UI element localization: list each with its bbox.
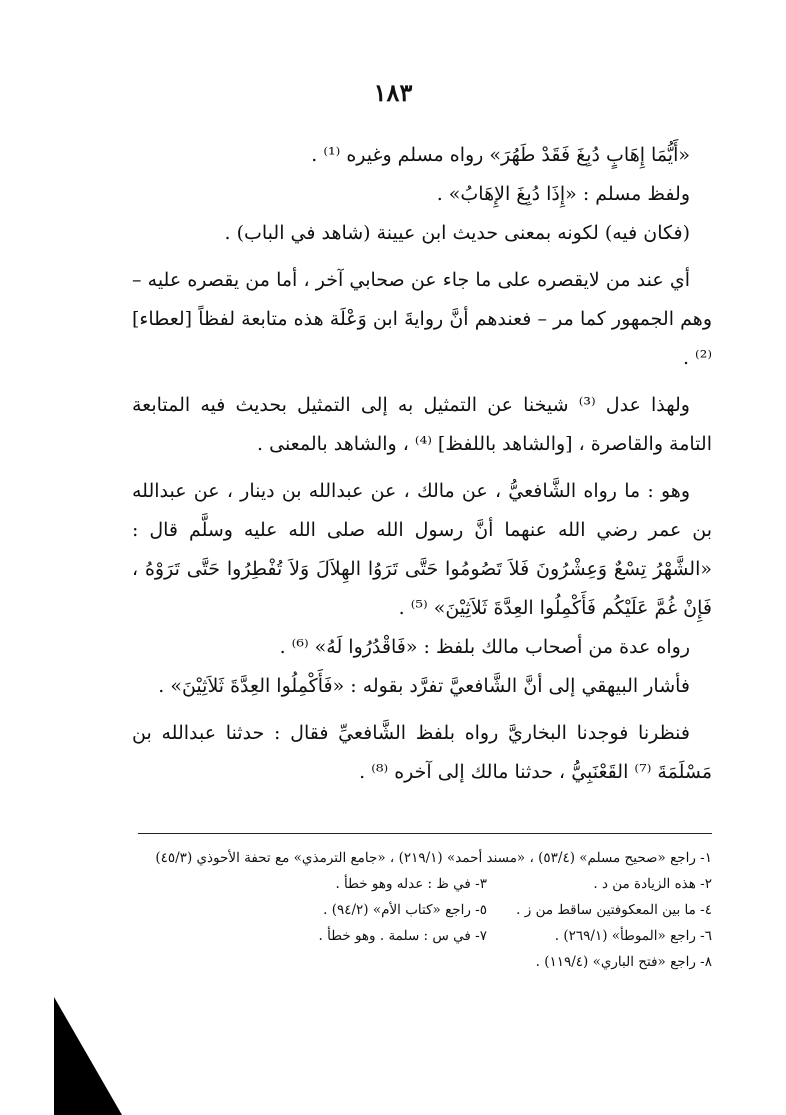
paragraph-shafii-hadith: وهو : ما رواه الشَّافعيُّ ، عن مالك ، عن عبدالله بن دينار ، عن عبدالله بن عمر رضي الله عنهما أنَّ رسول الله صلى الله عليه وسلَّم قال : «الشَّهْرُ تِسْعٌ وَعِشْرُونَ فَلاَ تَصُومُوا حَتَّى تَرَوُا الهِلاَلَ وَلاَ تُفْطِرُوا حَتَّى تَرَوْهُ ، فَإِنْ غُمَّ عَلَيْكُم فَأَكْمِلُوا العِدَّةَ ثَلاَثِيْنَ» ⁽⁵⁾ . — [132, 480, 712, 619]
paragraph-muslim-wording: ولفظ مسلم : «إِذَا دُبِغَ الإِهَابُ» . — [436, 183, 690, 205]
paragraph-hadith-tanning: «أَيُّمَا إِهَابٍ دُبِغَ فَقَدْ طَهُرَ» رواه مسلم وغيره ⁽¹⁾ . — [311, 144, 690, 166]
footnote-5: ٥- راجع «كتاب الأم» (٩٤/٢) . — [323, 902, 487, 918]
paragraph-shahid: (فكان فيه) لكونه بمعنى حديث ابن عيينة (شاهد في الباب) . — [224, 222, 690, 244]
footnote-4: ٤- ما بين المعكوفتين ساقط من ز . — [516, 902, 712, 918]
footnote-row — [138, 871, 712, 897]
footnotes — [138, 845, 712, 975]
paragraph-malik-companions: رواه عدة من أصحاب مالك بلفظ : «فَاقْدُرُوا لَهُ» ⁽⁶⁾ . — [279, 636, 690, 658]
footnote-7: ٧- في س : سلمة . وهو خطأ . — [318, 928, 487, 944]
paragraph-bukhari: فنظرنا فوجدنا البخاريَّ رواه بلفظ الشَّافعيِّ فقال : حدثنا عبدالله بن مَسْلَمَةَ ⁽⁷⁾ القَعْنَبِيُّ ، حدثنا مالك إلى آخره ⁽⁸⁾ . — [132, 722, 712, 783]
paragraph-mutabaa: أي عند من لايقصره على ما جاء عن صحابي آخر ، أما من يقصره عليه – وهم الجمهور كما مر – فعندهم أنَّ روايةَ ابن وَعْلَة هذه متابعة لفظاً [لعطاء] ⁽²⁾ . — [132, 269, 712, 369]
footnote-row — [138, 897, 712, 923]
footnote-3: ٣- في ظ : عدله وهو خطأ . — [335, 876, 487, 892]
footnote-2: ٢- هذه الزيادة من د . — [593, 876, 712, 892]
footnote-row — [138, 923, 712, 949]
paragraph-bayhaqi: فأشار البيهقي إلى أنَّ الشَّافعيَّ تفرَّد بقوله : «فَأَكْمِلُوا العِدَّةَ ثَلاَثِيْنَ» . — [158, 675, 690, 697]
scan-corner-shadow — [54, 997, 122, 1115]
footnote-1: ١- راجع «صحيح مسلم» (٥٣/٤) ، «مسند أحمد» (٢١٩/١) ، «جامع الترمذي» مع تحفة الأحوذي (٤٥/٣) — [155, 850, 712, 866]
footnote-8: ٨- راجع «فتح الباري» (١١٩/٤) . — [535, 954, 712, 970]
paragraph-teacher-example: ولهذا عدل ⁽³⁾ شيخنا عن التمثيل به إلى التمثيل بحديث فيه المتابعة التامة والقاصرة ، [والشاهد باللفظ] ⁽⁴⁾ ، والشاهد بالمعنى . — [132, 394, 712, 455]
footnote-6: ٦- راجع «الموطأ» (٢٦٩/١) . — [554, 928, 712, 944]
footnote-divider — [138, 833, 712, 834]
main-text — [132, 136, 712, 792]
page-number: ١٨٣ — [373, 78, 413, 107]
